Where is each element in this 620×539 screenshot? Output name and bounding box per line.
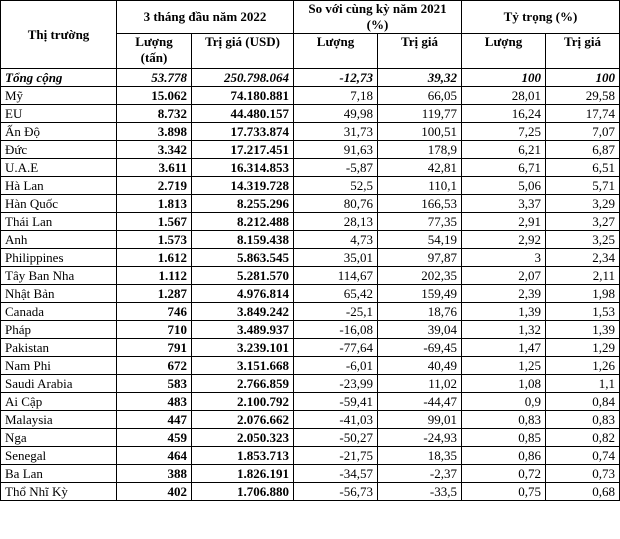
qty-cell: 8.732: [117, 105, 192, 123]
value-share-cell: 0,74: [546, 447, 620, 465]
market-cell: Anh: [1, 231, 117, 249]
qty-change-cell: 7,18: [294, 87, 378, 105]
header-row-top: [1, 1, 620, 34]
qty-change-cell: 49,98: [294, 105, 378, 123]
share-header: Tỷ trọng (%): [462, 1, 620, 34]
market-cell: Đức: [1, 141, 117, 159]
value-change-cell: -24,93: [378, 429, 462, 447]
value-share-cell: 0,68: [546, 483, 620, 501]
value-share-cell: 6,51: [546, 159, 620, 177]
table-row: [1, 411, 620, 429]
value-cell: 8.159.438: [192, 231, 294, 249]
market-cell: Mỹ: [1, 87, 117, 105]
qty-cell: 583: [117, 375, 192, 393]
value-change-cell: 54,19: [378, 231, 462, 249]
market-cell: Pakistan: [1, 339, 117, 357]
qty-cell: 1.112: [117, 267, 192, 285]
total-value-share: 100: [546, 69, 620, 87]
value-change-cell: 100,51: [378, 123, 462, 141]
market-cell: Thái Lan: [1, 213, 117, 231]
market-cell: EU: [1, 105, 117, 123]
value-share-cell: 1,98: [546, 285, 620, 303]
value-change-cell: 99,01: [378, 411, 462, 429]
value-share-cell: 1,1: [546, 375, 620, 393]
qty-share-cell: 1,32: [462, 321, 546, 339]
total-row: [1, 69, 620, 87]
qty-change-cell: 80,76: [294, 195, 378, 213]
value-change-cell: 202,35: [378, 267, 462, 285]
value-change-cell: 110,1: [378, 177, 462, 195]
value-share-header: Trị giá: [546, 34, 620, 69]
qty-cell: 459: [117, 429, 192, 447]
qty-share-cell: 0,75: [462, 483, 546, 501]
value-cell: 2.766.859: [192, 375, 294, 393]
value-change-cell: 66,05: [378, 87, 462, 105]
table-row: [1, 87, 620, 105]
table-row: [1, 123, 620, 141]
value-cell: 3.489.937: [192, 321, 294, 339]
qty-change-cell: -6,01: [294, 357, 378, 375]
qty-cell: 710: [117, 321, 192, 339]
qty-cell: 388: [117, 465, 192, 483]
value-change-header: Trị giá: [378, 34, 462, 69]
value-cell: 2.076.662: [192, 411, 294, 429]
value-change-cell: 77,35: [378, 213, 462, 231]
table-row: [1, 159, 620, 177]
value-cell: 2.050.323: [192, 429, 294, 447]
market-cell: Malaysia: [1, 411, 117, 429]
table-row: [1, 249, 620, 267]
value-cell: 14.319.728: [192, 177, 294, 195]
value-cell: 1.706.880: [192, 483, 294, 501]
value-change-cell: 166,53: [378, 195, 462, 213]
compare-header: So với cùng kỳ năm 2021 (%): [294, 1, 462, 34]
qty-cell: 464: [117, 447, 192, 465]
market-cell: Nga: [1, 429, 117, 447]
qty-cell: 1.287: [117, 285, 192, 303]
qty-change-cell: -25,1: [294, 303, 378, 321]
value-cell: 4.976.814: [192, 285, 294, 303]
value-share-cell: 3,27: [546, 213, 620, 231]
table-row: [1, 339, 620, 357]
qty-cell: 3.898: [117, 123, 192, 141]
value-change-cell: 39,04: [378, 321, 462, 339]
value-cell: 17.217.451: [192, 141, 294, 159]
value-share-cell: 29,58: [546, 87, 620, 105]
market-cell: Saudi Arabia: [1, 375, 117, 393]
qty-share-cell: 0,86: [462, 447, 546, 465]
table-row: [1, 213, 620, 231]
total-value-change: 39,32: [378, 69, 462, 87]
qty-share-cell: 16,24: [462, 105, 546, 123]
value-share-cell: 2,34: [546, 249, 620, 267]
value-change-cell: -44,47: [378, 393, 462, 411]
table-row: [1, 177, 620, 195]
total-market: Tổng cộng: [1, 69, 117, 87]
value-share-cell: 17,74: [546, 105, 620, 123]
market-cell: Hà Lan: [1, 177, 117, 195]
market-cell: Ai Cập: [1, 393, 117, 411]
market-cell: Philippines: [1, 249, 117, 267]
table-row: [1, 231, 620, 249]
qty-share-cell: 0,9: [462, 393, 546, 411]
qty-cell: 1.612: [117, 249, 192, 267]
qty-change-cell: 65,42: [294, 285, 378, 303]
value-share-cell: 5,71: [546, 177, 620, 195]
qty-share-cell: 28,01: [462, 87, 546, 105]
market-cell: Pháp: [1, 321, 117, 339]
qty-change-cell: -16,08: [294, 321, 378, 339]
market-cell: Ba Lan: [1, 465, 117, 483]
market-cell: Thổ Nhĩ Kỳ: [1, 483, 117, 501]
table-row: [1, 105, 620, 123]
qty-unit-header: Lượng (tấn): [117, 34, 192, 69]
value-change-cell: 178,9: [378, 141, 462, 159]
qty-share-cell: 7,25: [462, 123, 546, 141]
table-row: [1, 393, 620, 411]
value-change-cell: 159,49: [378, 285, 462, 303]
value-cell: 8.255.296: [192, 195, 294, 213]
value-cell: 3.151.668: [192, 357, 294, 375]
qty-cell: 746: [117, 303, 192, 321]
value-share-cell: 1,53: [546, 303, 620, 321]
market-cell: U.A.E: [1, 159, 117, 177]
qty-share-cell: 2,91: [462, 213, 546, 231]
qty-share-cell: 0,83: [462, 411, 546, 429]
total-qty-change: -12,73: [294, 69, 378, 87]
value-unit-header: Trị giá (USD): [192, 34, 294, 69]
table-row: [1, 375, 620, 393]
table-row: [1, 303, 620, 321]
qty-change-cell: -50,27: [294, 429, 378, 447]
qty-share-cell: 1,08: [462, 375, 546, 393]
table-row: [1, 483, 620, 501]
qty-change-cell: -41,03: [294, 411, 378, 429]
table-row: [1, 141, 620, 159]
qty-cell: 2.719: [117, 177, 192, 195]
qty-change-cell: 4,73: [294, 231, 378, 249]
qty-change-cell: -59,41: [294, 393, 378, 411]
qty-share-cell: 6,21: [462, 141, 546, 159]
qty-share-header: Lượng: [462, 34, 546, 69]
value-share-cell: 1,29: [546, 339, 620, 357]
qty-change-header: Lượng: [294, 34, 378, 69]
value-share-cell: 6,87: [546, 141, 620, 159]
market-header: Thị trường: [1, 1, 117, 69]
qty-share-cell: 1,25: [462, 357, 546, 375]
value-share-cell: 3,29: [546, 195, 620, 213]
value-cell: 2.100.792: [192, 393, 294, 411]
qty-change-cell: -34,57: [294, 465, 378, 483]
value-share-cell: 1,39: [546, 321, 620, 339]
qty-cell: 3.611: [117, 159, 192, 177]
value-share-cell: 0,73: [546, 465, 620, 483]
table-row: [1, 267, 620, 285]
table-row: [1, 357, 620, 375]
value-change-cell: -69,45: [378, 339, 462, 357]
total-value: 250.798.064: [192, 69, 294, 87]
value-cell: 1.826.191: [192, 465, 294, 483]
value-share-cell: 0,83: [546, 411, 620, 429]
market-cell: Nam Phi: [1, 357, 117, 375]
value-change-cell: 119,77: [378, 105, 462, 123]
value-cell: 5.281.570: [192, 267, 294, 285]
qty-change-cell: -77,64: [294, 339, 378, 357]
value-change-cell: 11,02: [378, 375, 462, 393]
qty-change-cell: -56,73: [294, 483, 378, 501]
qty-cell: 1.813: [117, 195, 192, 213]
value-cell: 8.212.488: [192, 213, 294, 231]
qty-share-cell: 2,39: [462, 285, 546, 303]
qty-change-cell: 28,13: [294, 213, 378, 231]
value-change-cell: -33,5: [378, 483, 462, 501]
value-cell: 5.863.545: [192, 249, 294, 267]
market-cell: Tây Ban Nha: [1, 267, 117, 285]
qty-change-cell: 35,01: [294, 249, 378, 267]
table-row: [1, 195, 620, 213]
qty-share-cell: 0,85: [462, 429, 546, 447]
qty-cell: 672: [117, 357, 192, 375]
market-cell: Canada: [1, 303, 117, 321]
value-change-cell: -2,37: [378, 465, 462, 483]
qty-share-cell: 3,37: [462, 195, 546, 213]
table-row: [1, 321, 620, 339]
total-qty: 53.778: [117, 69, 192, 87]
market-cell: Ấn Độ: [1, 123, 117, 141]
market-cell: Nhật Bản: [1, 285, 117, 303]
qty-cell: 791: [117, 339, 192, 357]
qty-share-cell: 3: [462, 249, 546, 267]
period-header: 3 tháng đầu năm 2022: [117, 1, 294, 34]
market-cell: Senegal: [1, 447, 117, 465]
qty-cell: 1.567: [117, 213, 192, 231]
value-share-cell: 0,82: [546, 429, 620, 447]
value-cell: 16.314.853: [192, 159, 294, 177]
qty-cell: 15.062: [117, 87, 192, 105]
value-share-cell: 2,11: [546, 267, 620, 285]
qty-share-cell: 5,06: [462, 177, 546, 195]
value-cell: 1.853.713: [192, 447, 294, 465]
qty-change-cell: 91,63: [294, 141, 378, 159]
value-change-cell: 42,81: [378, 159, 462, 177]
value-cell: 74.180.881: [192, 87, 294, 105]
total-qty-share: 100: [462, 69, 546, 87]
market-cell: Hàn Quốc: [1, 195, 117, 213]
table-row: [1, 285, 620, 303]
value-change-cell: 18,35: [378, 447, 462, 465]
qty-cell: 402: [117, 483, 192, 501]
value-cell: 44.480.157: [192, 105, 294, 123]
qty-change-cell: 114,67: [294, 267, 378, 285]
table-row: [1, 429, 620, 447]
table-row: [1, 465, 620, 483]
value-change-cell: 18,76: [378, 303, 462, 321]
qty-change-cell: -5,87: [294, 159, 378, 177]
value-change-cell: 40,49: [378, 357, 462, 375]
value-cell: 3.239.101: [192, 339, 294, 357]
qty-change-cell: 52,5: [294, 177, 378, 195]
value-share-cell: 1,26: [546, 357, 620, 375]
value-cell: 17.733.874: [192, 123, 294, 141]
qty-change-cell: 31,73: [294, 123, 378, 141]
qty-share-cell: 6,71: [462, 159, 546, 177]
qty-share-cell: 2,07: [462, 267, 546, 285]
qty-cell: 483: [117, 393, 192, 411]
qty-cell: 447: [117, 411, 192, 429]
qty-share-cell: 2,92: [462, 231, 546, 249]
value-share-cell: 7,07: [546, 123, 620, 141]
qty-cell: 3.342: [117, 141, 192, 159]
qty-cell: 1.573: [117, 231, 192, 249]
value-share-cell: 3,25: [546, 231, 620, 249]
qty-change-cell: -21,75: [294, 447, 378, 465]
value-cell: 3.849.242: [192, 303, 294, 321]
qty-share-cell: 1,47: [462, 339, 546, 357]
value-share-cell: 0,84: [546, 393, 620, 411]
table-row: [1, 447, 620, 465]
value-change-cell: 97,87: [378, 249, 462, 267]
qty-change-cell: -23,99: [294, 375, 378, 393]
qty-share-cell: 1,39: [462, 303, 546, 321]
qty-share-cell: 0,72: [462, 465, 546, 483]
